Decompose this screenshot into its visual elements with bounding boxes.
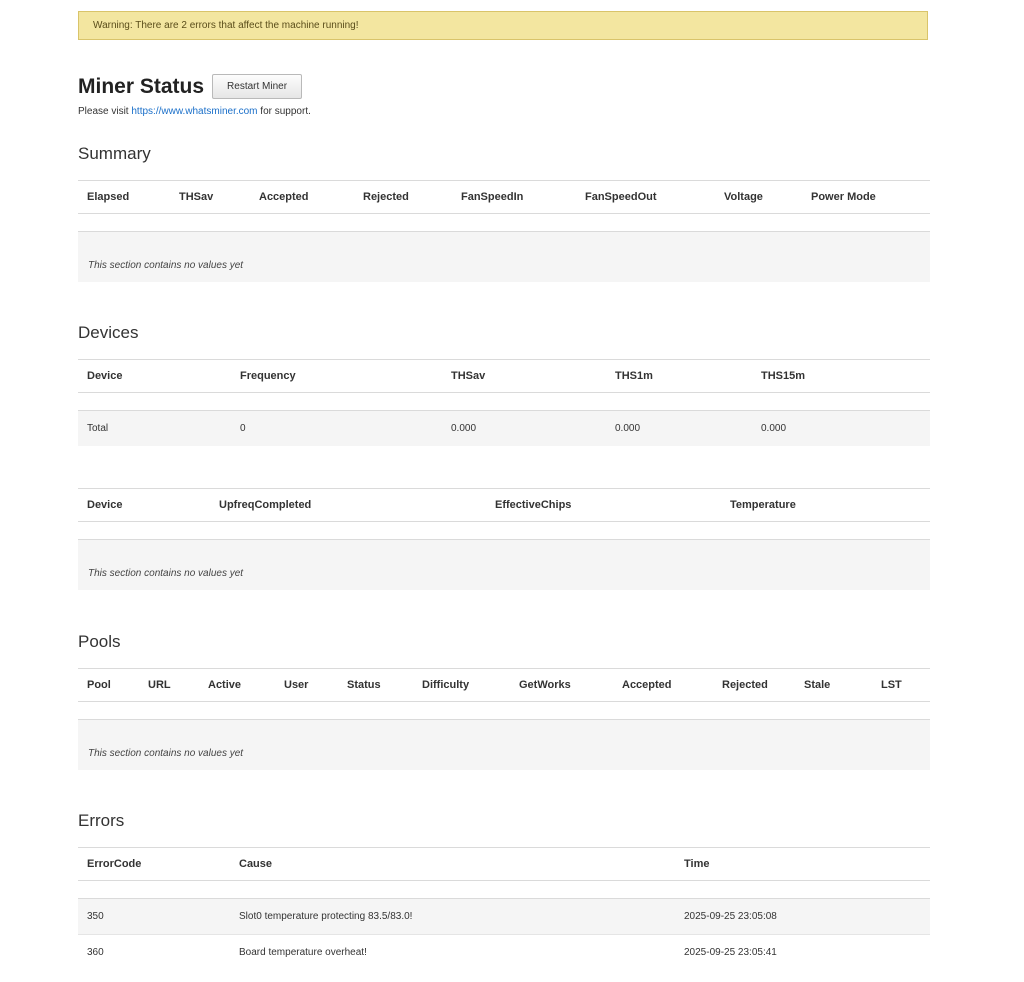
- errorcode-cell: 350: [87, 911, 104, 922]
- pools-title: Pools: [78, 632, 121, 651]
- devices-col-thsav: THSav: [451, 370, 486, 382]
- pools-empty-message: This section contains no values yet: [78, 720, 930, 770]
- errors-header-row: [78, 847, 930, 881]
- support-text: [78, 106, 311, 117]
- chips-col-effectivechips: EffectiveChips: [495, 499, 572, 511]
- ths15m-cell: 0.000: [761, 423, 787, 434]
- summary-col-rejected: Rejected: [363, 191, 409, 203]
- pools-table: [78, 668, 930, 770]
- pools-col-pool: Pool: [87, 679, 111, 691]
- devices-empty-message: This section contains no values yet: [78, 540, 930, 590]
- summary-col-fanspeedout: FanSpeedOut: [585, 191, 657, 203]
- thsav-cell: 0.000: [451, 423, 477, 434]
- summary-col-elapsed: Elapsed: [87, 191, 130, 203]
- errors-title: Errors: [78, 811, 125, 830]
- errors-col-cause: Cause: [239, 858, 273, 870]
- table-spacer: [78, 214, 930, 232]
- chips-col-temperature: Temperature: [730, 499, 796, 511]
- pools-col-difficulty: Difficulty: [422, 679, 470, 691]
- pools-col-user: User: [284, 679, 309, 691]
- summary-col-power-mode: Power Mode: [811, 191, 876, 203]
- pools-col-accepted: Accepted: [622, 679, 672, 691]
- devices-chips-table: [78, 488, 930, 590]
- errors-col-time: Time: [684, 858, 710, 870]
- table-spacer: [78, 393, 930, 411]
- cause-cell: Board temperature overheat!: [239, 947, 367, 958]
- devices-header-row: [78, 359, 930, 393]
- summary-empty-message: This section contains no values yet: [78, 232, 930, 282]
- chips-col-upfreqcompleted: UpfreqCompleted: [219, 499, 312, 511]
- errors-table: [78, 847, 930, 970]
- summary-col-fanspeedin: FanSpeedIn: [461, 191, 524, 203]
- restart-miner-button[interactable]: Restart Miner: [212, 74, 302, 99]
- pools-col-getworks: GetWorks: [519, 679, 571, 691]
- devices-col-device: Device: [87, 370, 123, 382]
- pools-col-stale: Stale: [804, 679, 831, 691]
- warning-banner: Warning: There are 2 errors that affect the machine running!: [78, 11, 928, 40]
- table-row: [78, 411, 930, 446]
- table-spacer: [78, 522, 930, 540]
- devices-col-ths15m: THS15m: [761, 370, 806, 382]
- devices-col-ths1m: THS1m: [615, 370, 653, 382]
- ths1m-cell: 0.000: [615, 423, 641, 434]
- summary-col-voltage: Voltage: [724, 191, 763, 203]
- summary-col-thsav: THSav: [179, 191, 214, 203]
- devices-title: Devices: [78, 323, 139, 342]
- table-row: [78, 899, 930, 934]
- pools-col-rejected: Rejected: [722, 679, 768, 691]
- devices-table: [78, 359, 930, 446]
- errors-col-errorcode: ErrorCode: [87, 858, 142, 870]
- errorcode-cell: 360: [87, 947, 104, 958]
- summary-title: Summary: [78, 144, 151, 163]
- pools-col-lst: LST: [881, 679, 902, 691]
- summary-header-row: [78, 180, 930, 214]
- support-link[interactable]: https://www.whatsminer.com: [131, 106, 258, 117]
- table-spacer: [78, 702, 930, 720]
- time-cell: 2025-09-25 23:05:41: [684, 947, 777, 958]
- devices-col-frequency: Frequency: [240, 370, 296, 382]
- summary-table: [78, 180, 930, 282]
- chips-col-device: Device: [87, 499, 123, 511]
- time-cell: 2025-09-25 23:05:08: [684, 911, 777, 922]
- pools-col-active: Active: [208, 679, 242, 691]
- page-title: Miner Status: [78, 74, 205, 98]
- table-row: [78, 935, 930, 970]
- table-spacer: [78, 881, 930, 899]
- pools-header-row: [78, 668, 930, 702]
- pools-col-url: URL: [148, 679, 171, 691]
- support-prefix: Please visit: [78, 106, 132, 117]
- device-cell: Total: [87, 423, 109, 434]
- cause-cell: Slot0 temperature protecting 83.5/83.0!: [239, 911, 413, 922]
- pools-col-status: Status: [347, 679, 381, 691]
- summary-col-accepted: Accepted: [259, 191, 309, 203]
- devices-chips-header-row: [78, 488, 930, 522]
- frequency-cell: 0: [240, 423, 246, 434]
- support-suffix: for support.: [257, 106, 311, 117]
- title-row: [78, 74, 302, 99]
